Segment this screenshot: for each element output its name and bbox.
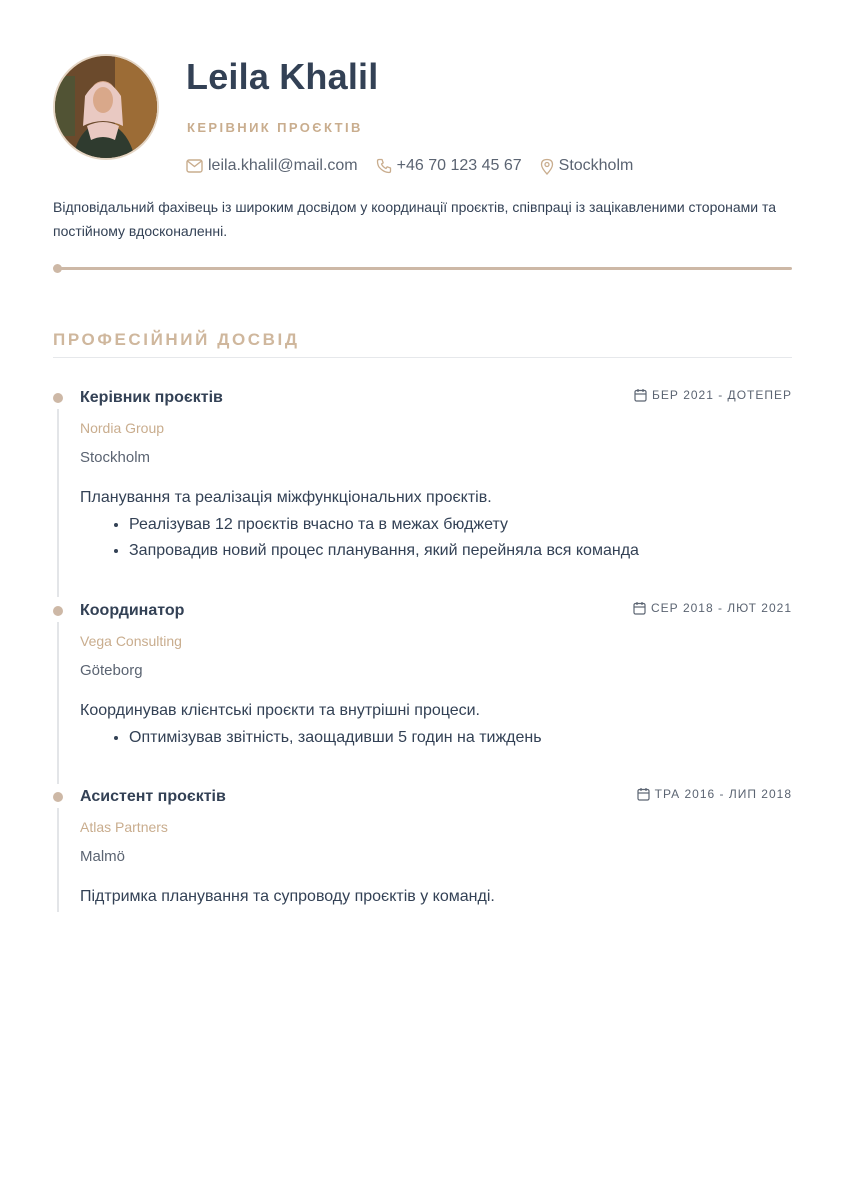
job-dates-text: СЕР 2018 - ЛЮТ 2021 bbox=[650, 601, 792, 615]
header-divider bbox=[57, 267, 792, 270]
list-item: • Реалізував 12 проєктів вчасно та в межах бюджету bbox=[129, 512, 789, 538]
calendar-icon bbox=[637, 787, 650, 801]
phone-icon bbox=[376, 158, 392, 174]
job-description: Підтримка планування та супроводу проєктів у команді. bbox=[80, 888, 495, 905]
envelope-icon bbox=[186, 159, 203, 173]
job-entry bbox=[53, 786, 792, 916]
phone-text: +46 70 123 45 67 bbox=[396, 157, 522, 174]
job-position: Керівник проєктів bbox=[80, 389, 223, 406]
timeline-line bbox=[57, 808, 59, 912]
job-entry bbox=[53, 600, 792, 780]
job-company: Atlas Partners bbox=[80, 819, 168, 835]
contact-phone[interactable] bbox=[376, 155, 522, 177]
contact-list bbox=[186, 155, 651, 177]
job-achievements bbox=[80, 725, 789, 751]
job-description: Планування та реалізація міжфункціональних проєктів. bbox=[80, 489, 492, 506]
full-name: Leila Khalil bbox=[186, 56, 379, 97]
job-description: Координував клієнтські проєкти та внутрішні процеси. bbox=[80, 702, 480, 719]
timeline-line bbox=[57, 622, 59, 784]
avatar bbox=[53, 54, 159, 160]
job-location: Stockholm bbox=[80, 449, 151, 466]
profile-photo bbox=[55, 56, 157, 158]
section-rule bbox=[53, 357, 792, 358]
timeline-dot bbox=[53, 606, 63, 616]
email-text: leila.khalil@mail.com bbox=[208, 157, 358, 174]
job-dates bbox=[637, 786, 792, 802]
list-item: • Запровадив новий процес планування, який перейняла вся команда bbox=[129, 538, 789, 564]
calendar-icon bbox=[634, 388, 647, 402]
job-dates-text: ТРА 2016 - ЛИП 2018 bbox=[654, 787, 792, 801]
job-location: Göteborg bbox=[80, 662, 143, 679]
job-entry bbox=[53, 387, 792, 597]
job-dates bbox=[633, 600, 792, 616]
location-text: Stockholm bbox=[558, 157, 634, 174]
job-achievements bbox=[80, 512, 789, 564]
job-dates-text: БЕР 2021 - ДОТЕПЕР bbox=[651, 388, 792, 402]
timeline-dot bbox=[53, 792, 63, 802]
timeline-dot bbox=[53, 393, 63, 403]
job-position: Асистент проєктів bbox=[80, 788, 226, 805]
job-dates bbox=[634, 387, 792, 403]
job-title: КЕРІВНИК ПРОЄКТІВ bbox=[187, 120, 363, 135]
contact-location bbox=[540, 155, 634, 177]
job-company: Nordia Group bbox=[80, 420, 165, 436]
map-pin-icon bbox=[540, 158, 554, 175]
job-company: Vega Consulting bbox=[80, 633, 182, 649]
job-location: Malmö bbox=[80, 848, 126, 865]
list-item: • Оптимізував звітність, заощадивши 5 годин на тиждень bbox=[129, 725, 789, 751]
job-position: Координатор bbox=[80, 602, 185, 619]
timeline-line bbox=[57, 409, 59, 597]
calendar-icon bbox=[633, 601, 646, 615]
contact-email[interactable] bbox=[186, 155, 358, 177]
section-title-experience: ПРОФЕСІЙНИЙ ДОСВІД bbox=[53, 330, 300, 349]
profile-summary: Відповідальний фахівець із широким досвідом у координації проєктів, співпраці із зацікавленими сторонами та постійному вдосконаленні. bbox=[53, 199, 777, 239]
